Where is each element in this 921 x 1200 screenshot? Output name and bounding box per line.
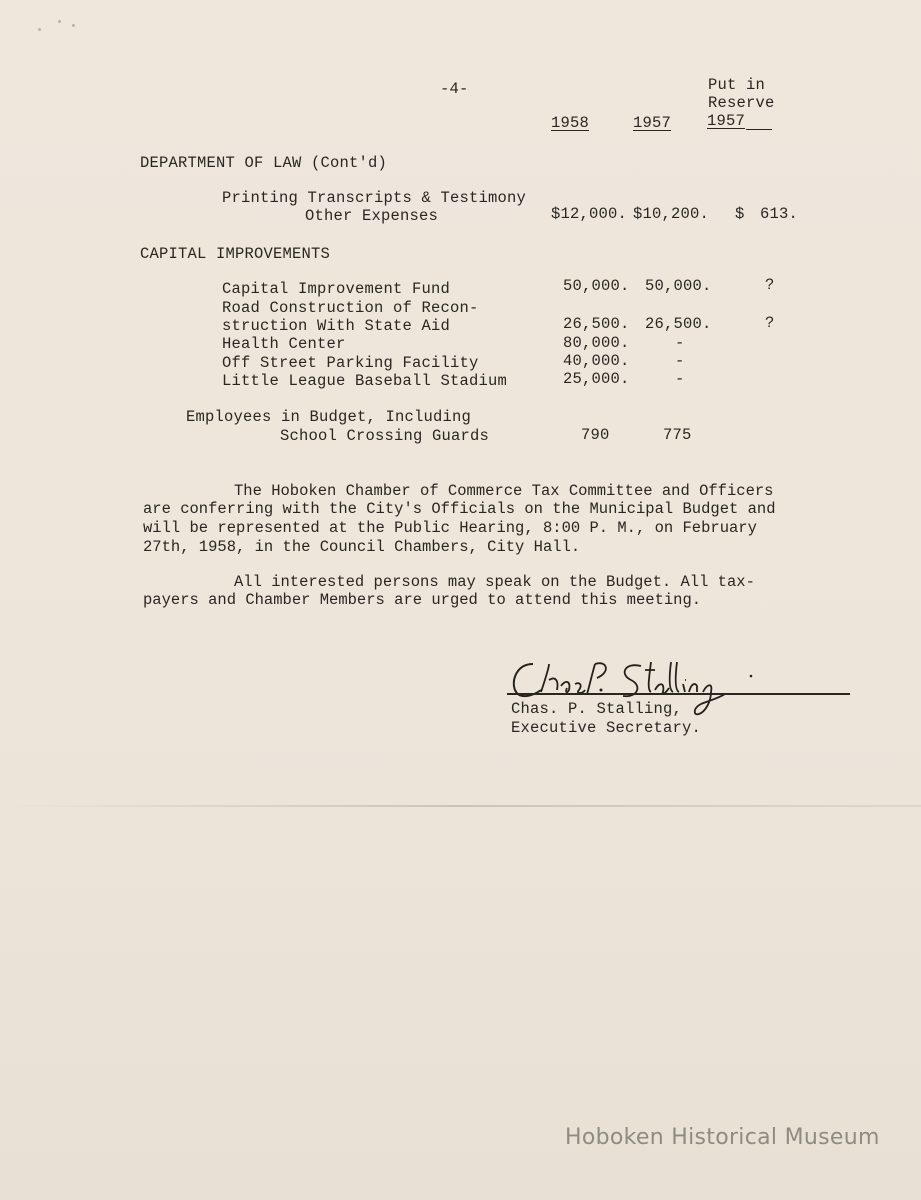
capital-item-1958: 25,000. — [563, 370, 630, 388]
section-heading-law: DEPARTMENT OF LAW (Cont'd) — [140, 154, 388, 172]
employees-1957: 775 — [663, 426, 692, 444]
capital-item-label: Road Construction of Recon- — [222, 299, 479, 317]
museum-watermark: Hoboken Historical Museum — [565, 1125, 880, 1150]
law-item-line2: Other Expenses — [305, 207, 439, 225]
paragraph-1-line: The Hoboken Chamber of Commerce Tax Committee and Officers — [234, 482, 774, 500]
capital-item-reserve: ? — [765, 314, 775, 332]
capital-item-reserve: ? — [765, 276, 775, 294]
capital-item-label: Capital Improvement Fund — [222, 280, 451, 298]
capital-item-1957: - — [675, 352, 685, 370]
employees-line2: School Crossing Guards — [280, 427, 490, 445]
paper-speck — [72, 24, 75, 27]
signatory-title: Executive Secretary. — [511, 719, 702, 737]
capital-item-label: Health Center — [222, 335, 346, 353]
capital-item-1958: 50,000. — [563, 277, 630, 295]
law-reserve-symbol: $ — [735, 205, 745, 223]
paragraph-2-line: All interested persons may speak on the Budget. All tax- — [234, 573, 755, 591]
paragraph-1-line: 27th, 1958, in the Council Chambers, City Hall. — [143, 538, 581, 556]
underline-extension — [746, 129, 772, 130]
law-item-line1: Printing Transcripts & Testimony — [222, 189, 527, 207]
capital-item-1958: 26,500. — [563, 315, 630, 333]
capital-item-1958: 40,000. — [563, 352, 630, 370]
capital-item-1957: - — [675, 370, 685, 388]
employees-1958: 790 — [581, 426, 610, 444]
law-value-1958: $12,000. — [551, 205, 628, 223]
capital-item-1958: 80,000. — [563, 334, 630, 352]
capital-item-1957: - — [675, 334, 685, 352]
column-header-1958: 1958 — [551, 114, 590, 132]
column-header-reserve-1957: 1957 — [707, 112, 746, 130]
paragraph-2-line: payers and Chamber Members are urged to attend this meeting. — [143, 591, 702, 609]
law-value-1957: $10,200. — [633, 205, 710, 223]
paragraph-1-line: are conferring with the City's Officials on the Municipal Budget and — [143, 500, 776, 518]
capital-item-1957: 50,000. — [645, 277, 712, 295]
signatory-name: Chas. P. Stalling, — [511, 700, 683, 718]
law-reserve-value: 613. — [760, 205, 799, 223]
paragraph-1-line: will be represented at the Public Hearing, 8:00 P. M., on February — [143, 519, 757, 537]
signature-line — [507, 693, 850, 695]
employees-line1: Employees in Budget, Including — [186, 408, 472, 426]
paper-fold — [0, 805, 921, 807]
capital-item-label-cont: struction With State Aid — [222, 317, 451, 335]
paper-speck — [38, 28, 41, 31]
column-header-1957: 1957 — [633, 114, 672, 132]
paper-speck — [58, 20, 61, 23]
capital-item-label: Little League Baseball Stadium — [222, 372, 508, 390]
capital-item-1957: 26,500. — [645, 315, 712, 333]
reserve-header-line1: Put in — [708, 76, 766, 94]
page-number: -4- — [440, 80, 469, 98]
reserve-header-line2: Reserve — [708, 94, 775, 112]
section-heading-capital: CAPITAL IMPROVEMENTS — [140, 245, 331, 263]
capital-item-label: Off Street Parking Facility — [222, 354, 479, 372]
